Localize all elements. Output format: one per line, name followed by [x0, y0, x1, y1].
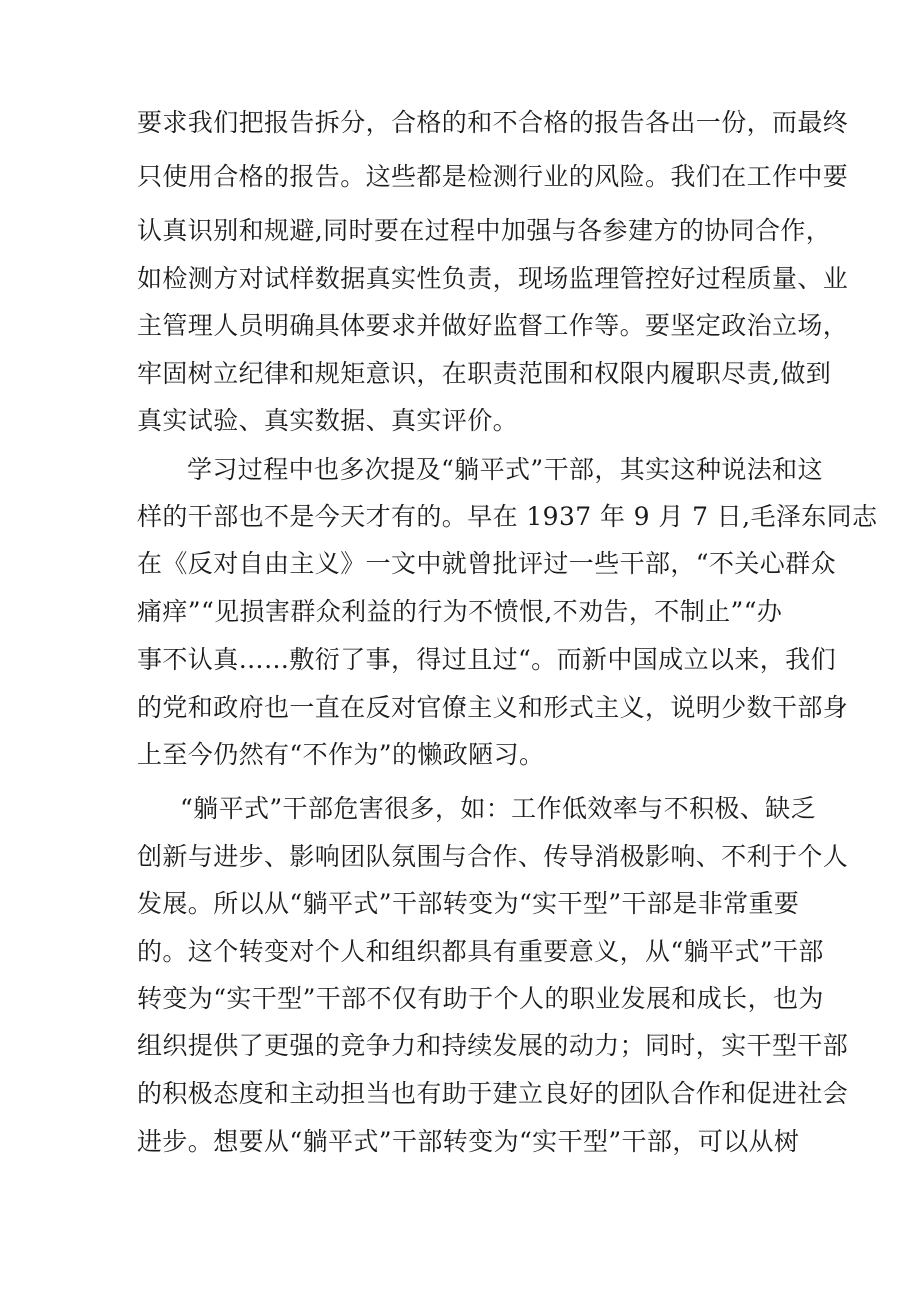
- paragraph-line: 要求我们把报告拆分，合格的和不合格的报告各出一份，而最终: [137, 108, 849, 137]
- paragraph-line: 转变为“实干型”干部不仅有助于个人的职业发展和成长，也为: [137, 984, 824, 1013]
- paragraph-line: 样的干部也不是今天才有的。早在 1937 年 9 月 7 日,毛泽东同志: [137, 502, 878, 531]
- paragraph-line: 创新与进步、影响团队氛围与合作、传导消极影响、不利于个人: [137, 842, 849, 871]
- paragraph-line: 进步。想要从“躺平式”干部转变为“实干型”干部，可以从树: [137, 1127, 800, 1156]
- paragraph-line: 学习过程中也多次提及“躺平式”干部，其实这种说法和这: [187, 455, 823, 484]
- paragraph-line: 发展。所以从“躺平式”干部转变为“实干型”干部是非常重要: [137, 889, 800, 918]
- paragraph-line: 主管理人员明确具体要求并做好监督工作等。要坚定政治立场，: [137, 311, 849, 340]
- paragraph-line: 事不认真……敷衍了事，得过且过“。而新中国成立以来，我们: [137, 645, 836, 674]
- paragraph-line: 的党和政府也一直在反对官僚主义和形式主义，说明少数干部身: [137, 693, 849, 722]
- paragraph-line: 牢固树立纪律和规矩意识，在职责范围和权限内履职尽责,做到: [137, 359, 832, 388]
- paragraph-line: 痛痒”“见损害群众利益的行为不愤恨,不劝告，不制止”“办: [137, 597, 783, 626]
- paragraph-line: 在《反对自由主义》一文中就曾批评过一些干部，“不关心群众: [137, 549, 836, 578]
- paragraph-line: 认真识别和规避,同时要在过程中加强与各参建方的协同合作，: [137, 216, 832, 245]
- paragraph-line: 真实试验、真实数据、真实评价。: [137, 406, 519, 435]
- paragraph-line: 上至今仍然有“不作为”的懒政陋习。: [137, 740, 545, 769]
- paragraph-line: 只使用合格的报告。这些都是检测行业的风险。我们在工作中要: [137, 162, 849, 191]
- paragraph-line: 如检测方对试样数据真实性负责，现场监理管控好过程质量、业: [137, 264, 849, 293]
- paragraph-line: 组织提供了更强的竞争力和持续发展的动力；同时，实干型干部: [137, 1031, 849, 1060]
- paragraph-line: “躺平式”干部危害很多，如：工作低效率与不积极、缺乏: [180, 794, 816, 823]
- paragraph-line: 的。这个转变对个人和组织都具有重要意义，从“躺平式”干部: [137, 937, 824, 966]
- paragraph-line: 的积极态度和主动担当也有助于建立良好的团队合作和促进社会: [137, 1079, 849, 1108]
